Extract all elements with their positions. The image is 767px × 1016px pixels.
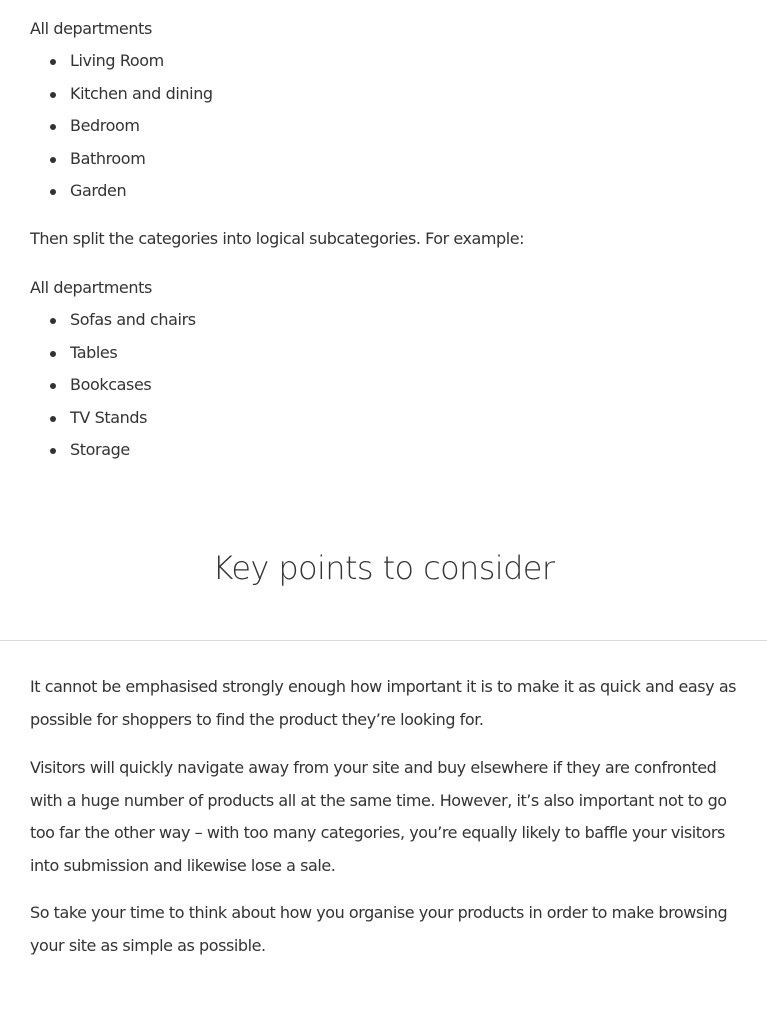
- list-item-label: TV Stands: [70, 407, 148, 427]
- dept-label-2: All departments: [30, 278, 152, 297]
- list-item-label: Kitchen and dining: [70, 83, 213, 103]
- list-item: [30, 84, 213, 117]
- bullet-icon: [50, 59, 56, 65]
- subcategories-intro: Then split the categories into logical subcategories. For example:: [30, 229, 525, 248]
- bullet-icon: [50, 92, 56, 98]
- list-item-label: Sofas and chairs: [70, 310, 196, 329]
- list-item: [30, 375, 196, 408]
- list-item-label: Bedroom: [70, 116, 140, 135]
- subcategory-list: [30, 310, 196, 473]
- list-item: [30, 408, 196, 441]
- paragraph: Visitors will quickly navigate away from your site and buy elsewhere if they are confronted with a huge number of products all at the same time. However, it’s also important not to go too far the other way – with too many categories, you’re equally likely to baffle your visitors into submission and likewise lose a sale.: [30, 758, 727, 875]
- dept-label-1: All departments: [30, 19, 152, 38]
- list-item-label: Storage: [70, 440, 130, 459]
- list-item-label: Bathroom: [70, 148, 146, 168]
- list-item: [30, 440, 196, 473]
- bullet-icon: [50, 351, 56, 357]
- list-item-label: Garden: [70, 181, 127, 200]
- bullet-icon: [50, 383, 56, 389]
- paragraph: It cannot be emphasised strongly enough how important it is to make it as quick and easy as possible for shoppers to find the product they’re looking for.: [30, 677, 737, 729]
- list-item-label: Tables: [70, 342, 118, 362]
- list-item-label: Living Room: [70, 51, 164, 70]
- bullet-icon: [50, 416, 56, 422]
- bullet-icon: [50, 448, 56, 454]
- list-item: [30, 51, 213, 84]
- section-heading: Key points to consider: [212, 549, 555, 587]
- bullet-icon: [50, 157, 56, 163]
- bullet-icon: [50, 318, 56, 324]
- list-item: [30, 149, 213, 182]
- bullet-icon: [50, 124, 56, 130]
- list-item: [30, 116, 213, 149]
- list-item: [30, 181, 213, 214]
- divider: [0, 640, 767, 641]
- bullet-icon: [50, 189, 56, 195]
- list-item: [30, 343, 196, 376]
- list-item: [30, 310, 196, 343]
- category-list: [30, 51, 213, 214]
- list-item-label: Bookcases: [70, 375, 152, 394]
- paragraph: So take your time to think about how you organise your products in order to make browsing your site as simple as possible.: [30, 903, 728, 955]
